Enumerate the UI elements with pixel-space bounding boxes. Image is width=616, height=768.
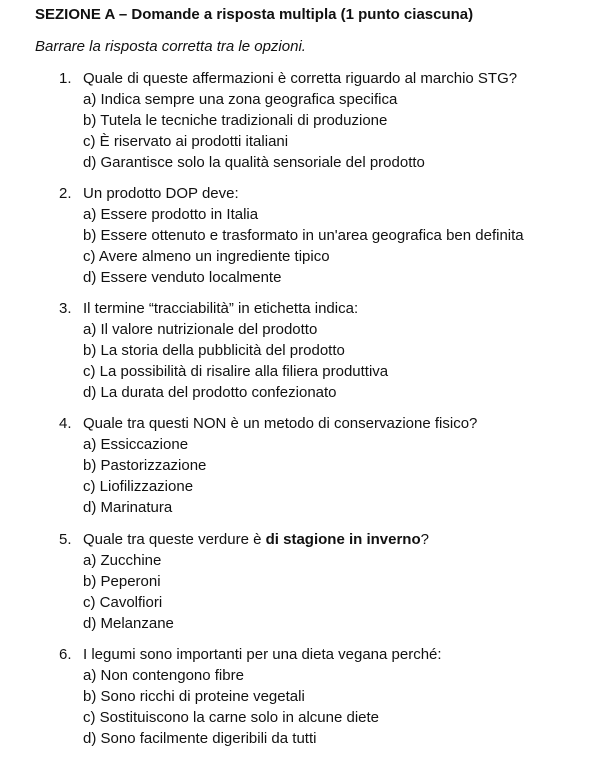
option-a[interactable]: a) Essere prodotto in Italia xyxy=(83,206,259,223)
question-text: Quale tra questi NON è un metodo di conservazione fisico? xyxy=(83,415,478,432)
option-c[interactable]: c) È riservato ai prodotti italiani xyxy=(83,133,289,150)
option-a[interactable]: a) Zucchine xyxy=(83,552,162,569)
question-text: Quale di queste affermazioni è corretta riguardo al marchio STG? xyxy=(83,70,518,87)
option-b[interactable]: b) Essere ottenuto e trasformato in un'area geografica ben definita xyxy=(83,227,524,244)
option-d[interactable]: d) Sono facilmente digeribili da tutti xyxy=(83,730,317,747)
question-number: 3. xyxy=(59,300,72,317)
option-c[interactable]: c) La possibilità di risalire alla filiera produttiva xyxy=(83,363,389,380)
option-a[interactable]: a) Non contengono fibre xyxy=(83,667,244,684)
option-b[interactable]: b) Pastorizzazione xyxy=(83,457,207,474)
option-a[interactable]: a) Essiccazione xyxy=(83,436,189,453)
question-text-start: Quale tra queste verdure è xyxy=(83,531,266,548)
question-text-end: ? xyxy=(420,531,429,548)
option-b[interactable]: b) Sono ricchi di proteine vegetali xyxy=(83,688,305,705)
option-c[interactable]: c) Sostituiscono la carne solo in alcune diete xyxy=(83,709,380,726)
question-text: I legumi sono importanti per una dieta vegana perché: xyxy=(83,646,442,663)
question-number: 5. xyxy=(59,531,72,548)
question-number: 4. xyxy=(59,415,72,432)
option-d[interactable]: d) Essere venduto localmente xyxy=(83,269,282,286)
option-d[interactable]: d) Marinatura xyxy=(83,499,173,516)
option-d[interactable]: d) Garantisce solo la qualità sensoriale del prodotto xyxy=(83,154,425,171)
option-d[interactable]: d) La durata del prodotto confezionato xyxy=(83,384,337,401)
option-a[interactable]: a) Il valore nutrizionale del prodotto xyxy=(83,321,318,338)
option-d[interactable]: d) Melanzane xyxy=(83,615,174,632)
question-number: 6. xyxy=(59,646,72,663)
option-a[interactable]: a) Indica sempre una zona geografica specifica xyxy=(83,91,398,108)
section-instructions: Barrare la risposta corretta tra le opzioni. xyxy=(35,38,306,55)
question-text: Il termine “tracciabilità” in etichetta indica: xyxy=(83,300,359,317)
option-b[interactable]: b) Peperoni xyxy=(83,573,161,590)
option-c[interactable]: c) Cavolfiori xyxy=(83,594,163,611)
option-c[interactable]: c) Liofilizzazione xyxy=(83,478,194,495)
section-title: SEZIONE A – Domande a risposta multipla (1 punto ciascuna) xyxy=(35,6,474,23)
question-text: Un prodotto DOP deve: xyxy=(83,185,239,202)
option-b[interactable]: b) Tutela le tecniche tradizionali di produzione xyxy=(83,112,388,129)
question-text-emphasis: di stagione in inverno xyxy=(265,531,421,548)
question-text xyxy=(83,531,429,548)
question-number: 1. xyxy=(59,70,72,87)
question-number: 2. xyxy=(59,185,72,202)
option-b[interactable]: b) La storia della pubblicità del prodotto xyxy=(83,342,345,359)
option-c[interactable]: c) Avere almeno un ingrediente tipico xyxy=(83,248,330,265)
